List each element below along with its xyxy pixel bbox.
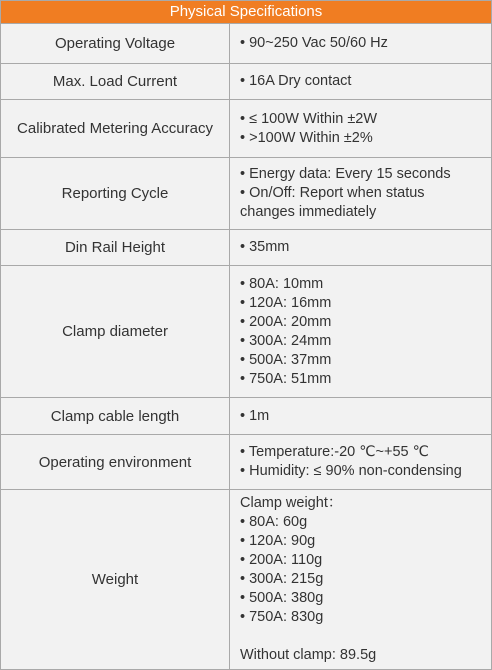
spec-label: Reporting Cycle (1, 158, 230, 229)
spec-value-line: • 300A: 24mm (240, 332, 332, 349)
spec-value (230, 398, 491, 434)
table-row (1, 157, 491, 229)
spec-value-line: • 90~250 Vac 50/60 Hz (240, 35, 388, 51)
spec-value-footer: Without clamp: 89.5g (240, 647, 377, 663)
spec-value-line: • 80A: 60g (240, 514, 308, 530)
spec-value-line: changes immediately (240, 204, 377, 220)
spec-value-line: • Energy data: Every 15 seconds (240, 166, 451, 182)
table-row (1, 265, 491, 397)
spec-value-line: • 500A: 37mm (240, 351, 332, 368)
spec-value (230, 230, 491, 265)
table-row (1, 489, 491, 669)
spec-value-line: Clamp weight： (240, 495, 343, 511)
spec-value (230, 100, 491, 157)
table-row (1, 434, 491, 489)
table-row (1, 63, 491, 99)
spec-value (230, 490, 491, 669)
spec-value-line: • >100W Within ±2% (240, 129, 373, 146)
table-row (1, 397, 491, 434)
spec-value-line: • 120A: 16mm (240, 294, 332, 311)
spec-label: Operating environment (1, 435, 230, 489)
spec-label: Max. Load Current (1, 64, 230, 99)
spec-label: Din Rail Height (1, 230, 230, 265)
spec-value-line: • 200A: 20mm (240, 313, 332, 330)
spec-value-line: • 120A: 90g (240, 533, 316, 549)
spec-value-line: • 35mm (240, 239, 290, 255)
spec-value (230, 158, 491, 229)
spec-value-line: • Temperature:-20 ℃~+55 ℃ (240, 444, 429, 460)
spec-value-line: • 500A: 380g (240, 590, 324, 606)
table-row (1, 99, 491, 157)
spec-value (230, 64, 491, 99)
spec-value-line: • Humidity: ≤ 90% non-condensing (240, 463, 462, 479)
spec-label: Operating Voltage (1, 24, 230, 63)
spec-label: Clamp cable length (1, 398, 230, 434)
spacer (240, 627, 491, 646)
spec-value-line: • 200A: 110g (240, 552, 323, 568)
table-row (1, 23, 491, 63)
spec-value-line: • 80A: 10mm (240, 275, 324, 292)
spec-label: Weight (1, 490, 230, 669)
spec-label: Calibrated Metering Accuracy (1, 100, 230, 157)
spec-value-line: • 300A: 215g (240, 571, 324, 587)
spec-value-line: • ≤ 100W Within ±2W (240, 110, 378, 127)
spec-value (230, 24, 491, 63)
table-title: Physical Specifications (1, 1, 491, 23)
spec-value (230, 435, 491, 489)
spec-value (230, 266, 491, 397)
table-row (1, 229, 491, 265)
spec-value-line: • 16A Dry contact (240, 73, 352, 89)
spec-value-line: • 750A: 51mm (240, 370, 332, 387)
spec-label: Clamp diameter (1, 266, 230, 397)
spec-value-line: • 750A: 830g (240, 609, 324, 625)
spec-value-line: • 1m (240, 407, 270, 424)
spec-value-line: • On/Off: Report when status (240, 185, 425, 201)
